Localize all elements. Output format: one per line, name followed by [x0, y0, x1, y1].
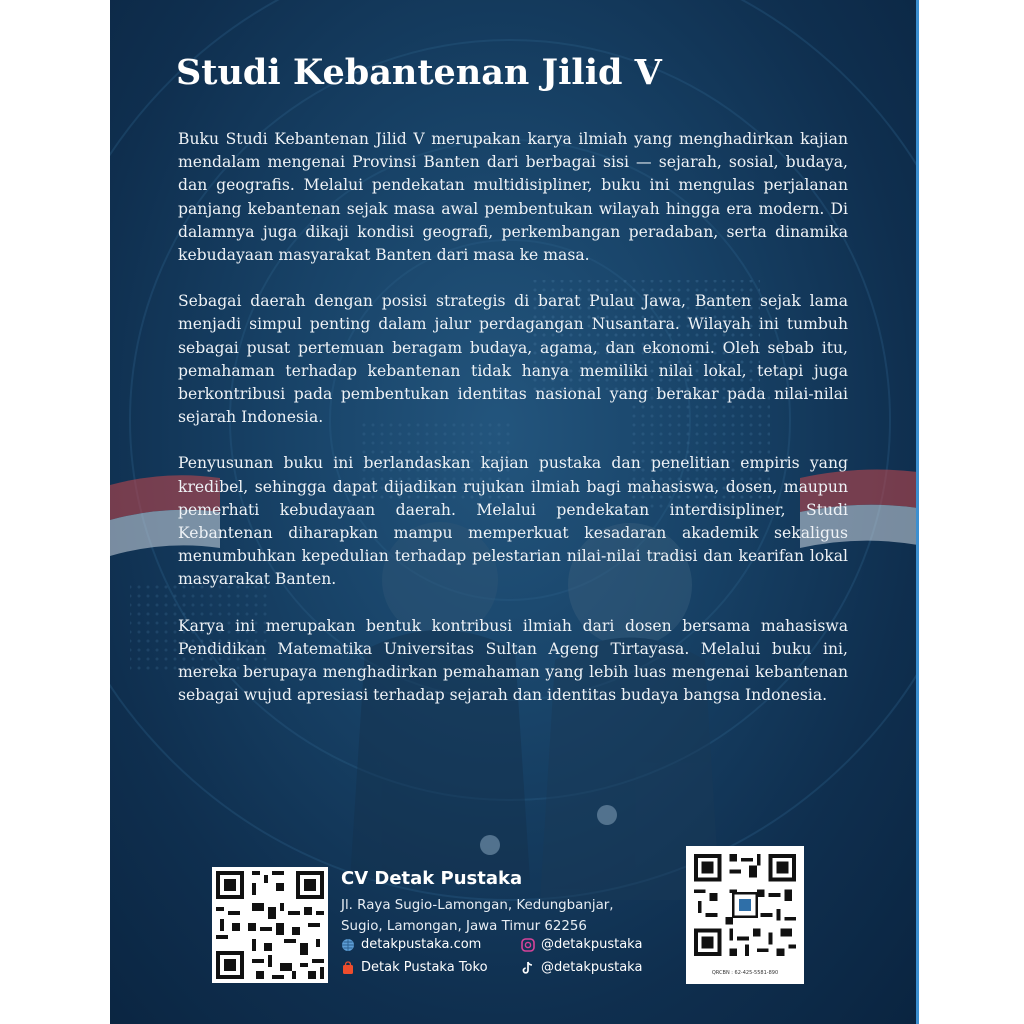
- synopsis-paragraph-3: Penyusunan buku ini berlandaskan kajian pustaka dan penelitian empiris yang kredibel, sehingga dapat dijadikan rujukan ilmiah bagi mahasiswa, dosen, maupun pemerhati kebudayaan daerah. Melalui pendekatan interdisipliner, Studi Kebantenan diharapkan mampu memperkuat kesadaran akademik sekaligus menumbuhkan kepedulian terhadap pelestarian nilai-nilai tradisi dan kearifan lokal masyarakat Banten.: [178, 454, 848, 589]
- publisher-name: CV Detak Pustaka: [341, 868, 523, 889]
- contact-shop[interactable]: [341, 960, 488, 975]
- qrcbn-code: [686, 846, 804, 984]
- instagram-text: @detakpustaka: [541, 937, 643, 952]
- shop-bag-icon: [341, 961, 355, 975]
- instagram-icon: [521, 938, 535, 952]
- contact-tiktok[interactable]: [521, 960, 642, 975]
- synopsis-paragraph-2: Sebagai daerah dengan posisi strategis di barat Pulau Jawa, Banten sejak lama menjadi simpul penting dalam jalur perdagangan Nusantara. Wilayah ini tumbuh sebagai pusat pertemuan beragam budaya, agama, dan ekonomi. Oleh sebab itu, pemahaman terhadap kebantenan tidak hanya memiliki nilai lokal, tetapi juga berkontribusi pada pembentukan identitas nasional yang berakar pada nilai-nilai sejarah Indonesia.: [178, 292, 848, 427]
- synopsis-paragraph-1: Buku Studi Kebantenan Jilid V merupakan karya ilmiah yang menghadirkan kajian mendalam mengenai Provinsi Banten dari berbagai sisi — sejarah, sosial, budaya, dan geografis. Melalui pendekatan multidisipliner, buku ini mengulas perjalanan panjang kebantenan sejak masa awal pembentukan wilayah hingga era modern. Di dalamnya juga dikaji kondisi geografi, perkembangan peradaban, serta dinamika kebudayaan masyarakat Banten dari masa ke masa.: [178, 130, 848, 265]
- publisher-qr-code: [212, 867, 328, 983]
- synopsis-paragraph-4: Karya ini merupakan bentuk kontribusi ilmiah dari dosen bersama mahasiswa Pendidikan Matematika Universitas Sultan Ageng Tirtayasa. Melalui buku ini, mereka berupaya menghadirkan pemahaman yang lebih luas mengenai kebantenan sebagai wujud apresiasi terhadap sejarah dan identitas budaya bangsa Indonesia.: [178, 616, 848, 705]
- contact-website[interactable]: [341, 937, 481, 952]
- tiktok-icon: [521, 961, 535, 975]
- website-text: detakpustaka.com: [361, 937, 482, 952]
- cover-edge-line: [916, 0, 919, 1024]
- publisher-address-line-1: Jl. Raya Sugio-Lamongan, Kedungbanjar,: [341, 898, 614, 913]
- publisher-address-line-2: Sugio, Lamongan, Jawa Timur 62256: [341, 919, 587, 934]
- globe-icon: [341, 938, 355, 952]
- book-synopsis: [178, 128, 848, 730]
- contact-instagram[interactable]: [521, 937, 642, 952]
- shop-text: Detak Pustaka Toko: [361, 960, 488, 975]
- qrcbn-label: QRCBN : 62-425-5581-890: [711, 970, 779, 976]
- book-back-cover: [110, 0, 918, 1024]
- tiktok-text: @detakpustaka: [541, 960, 643, 975]
- publisher-info: [341, 868, 671, 937]
- book-title: Studi Kebantenan Jilid V: [176, 52, 662, 93]
